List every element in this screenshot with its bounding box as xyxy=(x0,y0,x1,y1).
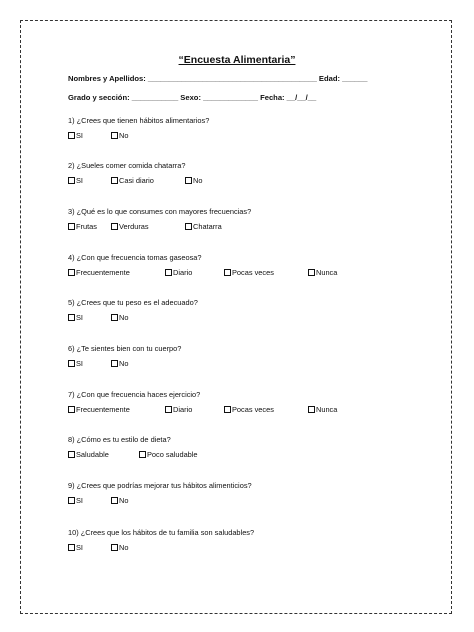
option-label: Chatarra xyxy=(193,222,222,231)
question-1-options xyxy=(68,131,428,141)
checkbox-icon[interactable] xyxy=(68,497,75,504)
checkbox-icon[interactable] xyxy=(68,223,75,230)
option-label: Diario xyxy=(173,405,193,414)
option-label: Poco saludable xyxy=(147,450,198,459)
survey-title: “Encuesta Alimentaria” xyxy=(178,54,296,66)
question-5-options xyxy=(68,313,428,323)
option-checkbox[interactable] xyxy=(165,405,192,414)
option-checkbox[interactable] xyxy=(111,176,154,185)
checkbox-icon[interactable] xyxy=(308,406,315,413)
question-8: 8) ¿Cómo es tu estilo de dieta? xyxy=(68,435,171,444)
question-3: 3) ¿Qué es lo que consumes con mayores frecuencias? xyxy=(68,207,252,216)
question-6: 6) ¿Te sientes bien con tu cuerpo? xyxy=(68,344,182,353)
option-label: Diario xyxy=(173,268,193,277)
question-10-options xyxy=(68,543,428,553)
option-label: No xyxy=(119,359,129,368)
option-checkbox[interactable] xyxy=(68,131,83,140)
checkbox-icon[interactable] xyxy=(111,132,118,139)
option-checkbox[interactable] xyxy=(68,405,130,414)
option-label: Nunca xyxy=(316,405,338,414)
option-label: Saludable xyxy=(76,450,109,459)
checkbox-icon[interactable] xyxy=(165,406,172,413)
checkbox-icon[interactable] xyxy=(68,406,75,413)
question-2: 2) ¿Sueles comer comida chatarra? xyxy=(68,161,186,170)
checkbox-icon[interactable] xyxy=(139,451,146,458)
option-label: Frecuentemente xyxy=(76,405,130,414)
checkbox-icon[interactable] xyxy=(224,269,231,276)
option-label: SI xyxy=(76,176,83,185)
option-checkbox[interactable] xyxy=(111,222,149,231)
option-label: No xyxy=(119,131,129,140)
option-checkbox[interactable] xyxy=(185,176,202,185)
option-label: Pocas veces xyxy=(232,405,274,414)
option-checkbox[interactable] xyxy=(111,313,128,322)
option-checkbox[interactable] xyxy=(308,268,337,277)
option-label: SI xyxy=(76,131,83,140)
option-label: SI xyxy=(76,313,83,322)
checkbox-icon[interactable] xyxy=(111,544,118,551)
option-label: No xyxy=(193,176,203,185)
checkbox-icon[interactable] xyxy=(185,223,192,230)
question-2-options xyxy=(68,176,428,186)
option-checkbox[interactable] xyxy=(68,450,109,459)
option-checkbox[interactable] xyxy=(68,543,83,552)
checkbox-icon[interactable] xyxy=(68,132,75,139)
checkbox-icon[interactable] xyxy=(111,314,118,321)
option-checkbox[interactable] xyxy=(68,359,83,368)
question-3-options xyxy=(68,222,428,232)
option-checkbox[interactable] xyxy=(224,405,274,414)
question-6-options xyxy=(68,359,428,369)
option-checkbox[interactable] xyxy=(111,543,128,552)
option-label: Frutas xyxy=(76,222,97,231)
question-9: 9) ¿Crees que podrías mejorar tus hábitos alimenticios? xyxy=(68,481,252,490)
question-7: 7) ¿Con que frecuencia haces ejercicio? xyxy=(68,390,201,399)
checkbox-icon[interactable] xyxy=(111,360,118,367)
option-checkbox[interactable] xyxy=(139,450,198,459)
option-checkbox[interactable] xyxy=(111,131,128,140)
question-9-options xyxy=(68,496,428,506)
option-checkbox[interactable] xyxy=(111,359,128,368)
option-checkbox[interactable] xyxy=(308,405,337,414)
option-checkbox[interactable] xyxy=(224,268,274,277)
option-checkbox[interactable] xyxy=(68,496,83,505)
question-8-options xyxy=(68,450,428,460)
option-checkbox[interactable] xyxy=(111,496,128,505)
option-label: Nunca xyxy=(316,268,338,277)
checkbox-icon[interactable] xyxy=(111,223,118,230)
question-4: 4) ¿Con que frecuencia tomas gaseosa? xyxy=(68,253,202,262)
question-1: 1) ¿Crees que tienen hábitos alimentarios? xyxy=(68,116,210,125)
checkbox-icon[interactable] xyxy=(111,177,118,184)
option-checkbox[interactable] xyxy=(68,268,130,277)
checkbox-icon[interactable] xyxy=(68,177,75,184)
option-checkbox[interactable] xyxy=(185,222,222,231)
checkbox-icon[interactable] xyxy=(68,360,75,367)
question-10: 10) ¿Crees que los hábitos de tu familia son saludables? xyxy=(68,528,255,537)
question-5: 5) ¿Crees que tu peso es el adecuado? xyxy=(68,298,198,307)
name-age-line: Nombres y Apellidos: ________________________________________ Edad: ______ xyxy=(68,74,368,83)
checkbox-icon[interactable] xyxy=(68,451,75,458)
option-label: No xyxy=(119,496,129,505)
option-checkbox[interactable] xyxy=(68,176,83,185)
option-label: No xyxy=(119,543,129,552)
option-label: SI xyxy=(76,543,83,552)
checkbox-icon[interactable] xyxy=(308,269,315,276)
checkbox-icon[interactable] xyxy=(165,269,172,276)
option-label: SI xyxy=(76,496,83,505)
checkbox-icon[interactable] xyxy=(185,177,192,184)
checkbox-icon[interactable] xyxy=(111,497,118,504)
option-label: Pocas veces xyxy=(232,268,274,277)
option-checkbox[interactable] xyxy=(68,222,97,231)
checkbox-icon[interactable] xyxy=(68,269,75,276)
option-checkbox[interactable] xyxy=(165,268,192,277)
option-label: SI xyxy=(76,359,83,368)
option-label: No xyxy=(119,313,129,322)
option-checkbox[interactable] xyxy=(68,313,83,322)
option-label: Casi diario xyxy=(119,176,154,185)
option-label: Verduras xyxy=(119,222,149,231)
checkbox-icon[interactable] xyxy=(68,314,75,321)
question-4-options xyxy=(68,268,428,278)
checkbox-icon[interactable] xyxy=(224,406,231,413)
option-label: Frecuentemente xyxy=(76,268,130,277)
question-7-options xyxy=(68,405,428,415)
checkbox-icon[interactable] xyxy=(68,544,75,551)
grade-sex-date-line: Grado y sección: ___________ Sexo: _____________ Fecha: __/__/__ xyxy=(68,93,317,102)
